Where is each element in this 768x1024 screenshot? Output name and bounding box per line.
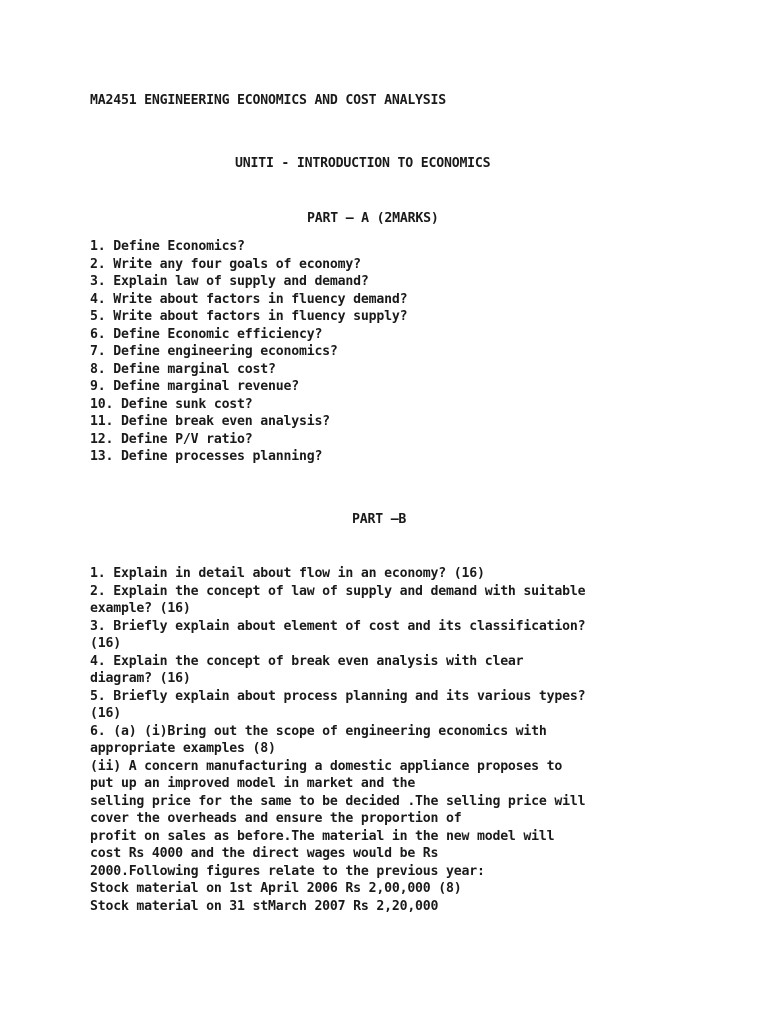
part-b-line: selling price for the same to be decided .The selling price will [90,793,586,809]
unit-title: UNITI - INTRODUCTION TO ECONOMICS [235,156,491,171]
part-a-question: 7. Define engineering economics? [90,344,338,359]
part-b-line: 3. Briefly explain about element of cost and its classification? [90,618,586,634]
part-b-line: put up an improved model in market and the [90,776,416,791]
part-b-line: 1. Explain in detail about flow in an economy? (16) [90,566,485,581]
part-b-question-list [90,565,690,915]
part-a-question: 11. Define break even analysis? [90,414,330,429]
part-b-line: 2000.Following figures relate to the previous year: [90,863,485,879]
part-a-question-list [90,238,407,466]
part-b-line: cost Rs 4000 and the direct wages would be Rs [90,846,439,861]
part-b-line: 5. Briefly explain about process planning and its various types? [90,688,586,704]
part-b-line: Stock material on 1st April 2006 Rs 2,00,000 (8) [90,881,462,896]
part-b-line: 6. (a) (i)Bring out the scope of engineering economics with [90,723,547,739]
part-b-line: appropriate examples (8) [90,741,276,756]
part-b-line: profit on sales as before.The material in the new model will [90,828,555,844]
part-a-question: 4. Write about factors in fluency demand? [90,291,408,307]
part-a-question: 5. Write about factors in fluency supply? [90,309,408,324]
part-a-question: 2. Write any four goals of economy? [90,256,361,272]
part-b-line: (16) [90,706,121,721]
part-b-line: (ii) A concern manufacturing a domestic appliance proposes to [90,758,563,774]
part-b-line: 4. Explain the concept of break even analysis with clear [90,653,524,669]
part-a-question: 8. Define marginal cost? [90,361,276,377]
part-b-line: Stock material on 31 stMarch 2007 Rs 2,20,000 [90,898,439,914]
part-a-question: 10. Define sunk cost? [90,396,253,412]
part-b-line: diagram? (16) [90,671,191,686]
document-title: MA2451 ENGINEERING ECONOMICS AND COST ANALYSIS [90,93,447,108]
part-a-question: 3. Explain law of supply and demand? [90,274,369,289]
part-a-question: 9. Define marginal revenue? [90,379,299,394]
part-a-heading: PART – A (2MARKS) [307,211,439,226]
part-b-line: 2. Explain the concept of law of supply and demand with suitable [90,583,586,599]
part-b-line: example? (16) [90,601,191,616]
part-a-question: 12. Define P/V ratio? [90,431,253,447]
part-a-question: 1. Define Economics? [90,239,245,254]
part-a-question: 6. Define Economic efficiency? [90,326,323,342]
part-b-line: cover the overheads and ensure the proportion of [90,811,462,826]
part-a-question: 13. Define processes planning? [90,449,323,464]
part-b-heading: PART –B [352,512,407,527]
part-b-line: (16) [90,636,121,651]
